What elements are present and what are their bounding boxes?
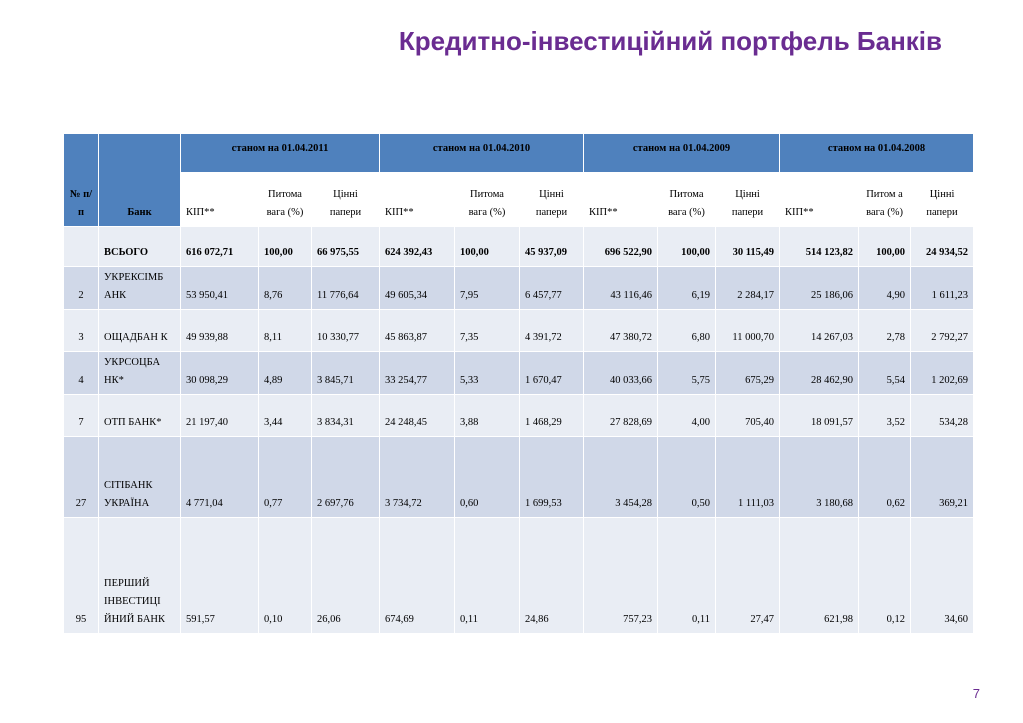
table-cell: 1 611,23 [911,267,974,310]
table-cell: 100,00 [455,227,520,267]
table-cell: 24,86 [520,518,584,634]
table-cell: 6 457,77 [520,267,584,310]
table-cell: 591,57 [181,518,259,634]
table-cell: 3 454,28 [584,437,658,518]
table-cell: 49 939,88 [181,310,259,352]
table-cell: 5,54 [859,352,911,395]
table-cell: 0,10 [259,518,312,634]
table-cell: 1 111,03 [716,437,780,518]
table-cell: 1 202,69 [911,352,974,395]
table-cell: 45 863,87 [380,310,455,352]
table-cell: 616 072,71 [181,227,259,267]
table-cell: 0,12 [859,518,911,634]
subheader-securities: Цінні папери [716,173,780,227]
table-cell: 100,00 [859,227,911,267]
bank-name: ВСЬОГО [99,227,181,267]
row-number: 7 [64,395,99,437]
subheader-securities: Цінні папери [312,173,380,227]
table-cell: 25 186,06 [780,267,859,310]
table-cell: 624 392,43 [380,227,455,267]
table-cell: 10 330,77 [312,310,380,352]
table-row [64,310,974,352]
row-number: 2 [64,267,99,310]
table-cell: 0,11 [455,518,520,634]
total-row [64,227,974,267]
table-cell: 3,88 [455,395,520,437]
bank-name: СІТІБАНК УКРАЇНА [99,437,181,518]
table-cell: 0,60 [455,437,520,518]
bank-name: УКРСОЦБА НК* [99,352,181,395]
table-cell: 27 828,69 [584,395,658,437]
table-cell: 30 098,29 [181,352,259,395]
bank-name: УКРЕКСІМБ АНК [99,267,181,310]
table-cell: 27,47 [716,518,780,634]
table-cell: 7,95 [455,267,520,310]
table-cell: 2 284,17 [716,267,780,310]
table-cell: 24 934,52 [911,227,974,267]
subheader-securities: Цінні папери [911,173,974,227]
table-cell: 21 197,40 [181,395,259,437]
table-cell: 3 845,71 [312,352,380,395]
table-cell: 26,06 [312,518,380,634]
bank-name: ПЕРШИЙ ІНВЕСТИЦІ ЙНИЙ БАНК [99,518,181,634]
table-cell: 621,98 [780,518,859,634]
subheader-kip: КІП** [380,173,455,227]
table-cell: 49 605,34 [380,267,455,310]
header-bank: Банк [99,134,181,227]
table-cell: 3 180,68 [780,437,859,518]
table-cell: 100,00 [658,227,716,267]
table-cell: 33 254,77 [380,352,455,395]
subheader-securities: Цінні папери [520,173,584,227]
page-number: 7 [972,686,980,701]
table-cell: 40 033,66 [584,352,658,395]
table-cell: 0,11 [658,518,716,634]
table-cell: 1 468,29 [520,395,584,437]
table-cell: 674,69 [380,518,455,634]
subheader-share: Питом а вага (%) [859,173,911,227]
table-cell: 3,44 [259,395,312,437]
table-cell: 7,35 [455,310,520,352]
table-cell: 2 697,76 [312,437,380,518]
table-cell: 66 975,55 [312,227,380,267]
table-cell: 6,19 [658,267,716,310]
table-cell: 8,11 [259,310,312,352]
table-cell: 675,29 [716,352,780,395]
table-row [64,437,974,518]
table-row [64,395,974,437]
table-row [64,518,974,634]
table-cell: 369,21 [911,437,974,518]
table-cell: 47 380,72 [584,310,658,352]
table-cell: 0,50 [658,437,716,518]
table-cell: 43 116,46 [584,267,658,310]
table-cell: 4,90 [859,267,911,310]
table-cell: 3 834,31 [312,395,380,437]
table-cell: 100,00 [259,227,312,267]
header-period: станом на 01.04.2011 [181,134,380,173]
header-period: станом на 01.04.2009 [584,134,780,173]
table-cell: 0,62 [859,437,911,518]
table-cell: 45 937,09 [520,227,584,267]
row-number [64,227,99,267]
page-title: Кредитно-інвестиційний портфель Банків [398,26,942,56]
header-period: станом на 01.04.2008 [780,134,974,173]
subheader-share: Питома вага (%) [455,173,520,227]
subheader-kip: КІП** [780,173,859,227]
bank-name: ОТП БАНК* [99,395,181,437]
table-cell: 705,40 [716,395,780,437]
header-period: станом на 01.04.2010 [380,134,584,173]
table-cell: 18 091,57 [780,395,859,437]
table-cell: 3 734,72 [380,437,455,518]
table-cell: 757,23 [584,518,658,634]
subheader-kip: КІП** [181,173,259,227]
table-cell: 2 792,27 [911,310,974,352]
table-cell: 1 670,47 [520,352,584,395]
row-number: 4 [64,352,99,395]
table-cell: 14 267,03 [780,310,859,352]
subheader-kip: КІП** [584,173,658,227]
table-cell: 514 123,82 [780,227,859,267]
table-cell: 4,00 [658,395,716,437]
row-number: 27 [64,437,99,518]
header-num: № п/п [64,134,99,227]
table-cell: 24 248,45 [380,395,455,437]
table-cell: 11 776,64 [312,267,380,310]
table-cell: 0,77 [259,437,312,518]
table-cell: 53 950,41 [181,267,259,310]
table-cell: 11 000,70 [716,310,780,352]
table-cell: 4,89 [259,352,312,395]
table-row [64,267,974,310]
table-cell: 534,28 [911,395,974,437]
table-cell: 8,76 [259,267,312,310]
subheader-share: Питома вага (%) [259,173,312,227]
table-cell: 6,80 [658,310,716,352]
table-row [64,352,974,395]
bank-name: ОЩАДБАН К [99,310,181,352]
table-cell: 5,75 [658,352,716,395]
row-number: 95 [64,518,99,634]
table-cell: 30 115,49 [716,227,780,267]
table-cell: 34,60 [911,518,974,634]
table-cell: 4 771,04 [181,437,259,518]
table-cell: 5,33 [455,352,520,395]
subheader-share: Питома вага (%) [658,173,716,227]
table-cell: 1 699,53 [520,437,584,518]
row-number: 3 [64,310,99,352]
table-cell: 696 522,90 [584,227,658,267]
table-cell: 3,52 [859,395,911,437]
portfolio-table [63,133,974,634]
table-cell: 4 391,72 [520,310,584,352]
table-cell: 2,78 [859,310,911,352]
table-cell: 28 462,90 [780,352,859,395]
